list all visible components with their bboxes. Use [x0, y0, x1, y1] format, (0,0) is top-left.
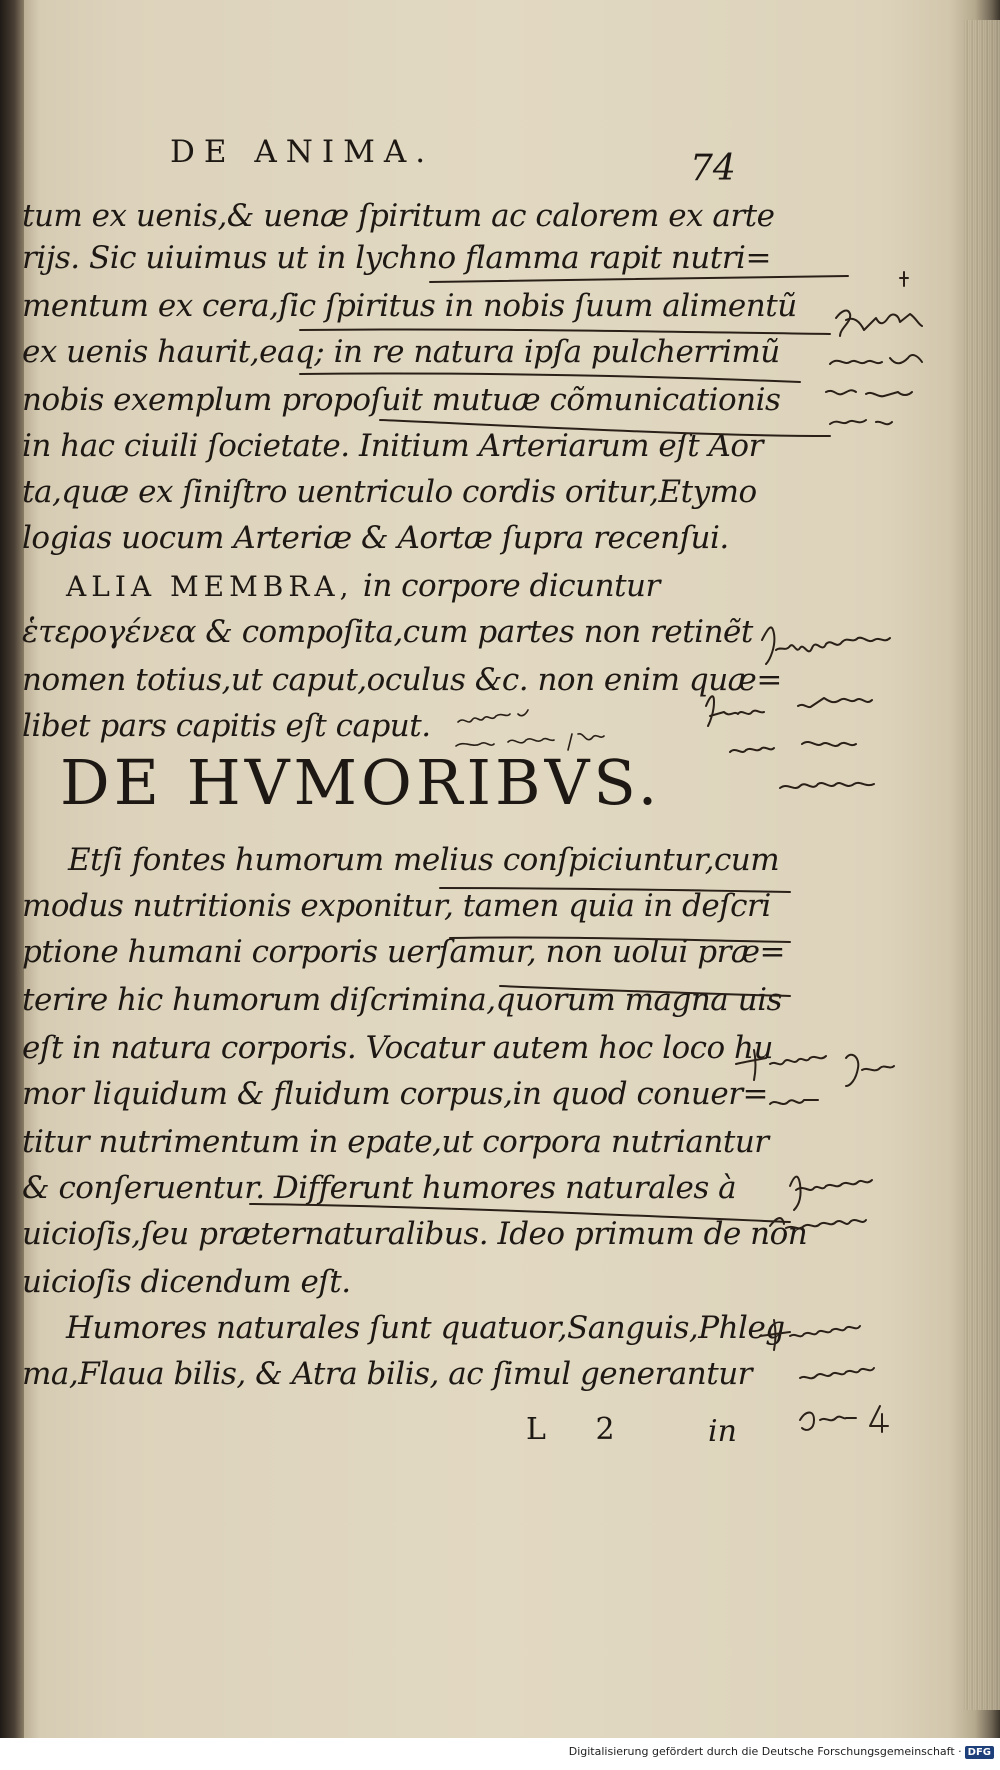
text-line: nobis exemplum propoſuit mutuæ cõmunicationis [22, 382, 781, 418]
text-line: Humores naturales ſunt quatuor,Sanguis,Phleg [66, 1310, 785, 1346]
text-line: rijs. Sic uiuimus ut in lychno flamma rapit nutri= [22, 240, 771, 276]
page-number: 74 [690, 148, 736, 189]
text-line: ἑτερογένεα & compoſita,cum partes non retinẽt [22, 614, 753, 650]
text-line: Etſi fontes humorum melius conſpiciuntur,cum [68, 842, 780, 878]
text-line: ex uenis haurit,eaq; in re natura ipſa pulcherrimũ [22, 334, 780, 370]
signature-mark: L 2 [526, 1412, 635, 1447]
text-line: terire hic humorum diſcrimina,quorum magna uis [22, 982, 782, 1018]
text-line: titur nutrimentum in epate,ut corpora nutriantur [22, 1124, 769, 1160]
text-line: nomen totius,ut caput,oculus &c. non enim quæ= [22, 662, 782, 698]
text-line: & conſeruentur. Differunt humores naturales à [22, 1170, 737, 1206]
section-heading: DE HVMORIBVS. [60, 746, 662, 819]
text-line: ma,Flaua bilis, & Atra bilis, ac ſimul generantur [22, 1356, 752, 1392]
credit-text: Digitalisierung gefördert durch die Deutsche Forschungsgemeinschaft · [568, 1745, 962, 1758]
text-line: uicioſis,ſeu præternaturalibus. Ideo primum de non [22, 1216, 808, 1252]
text-line: mentum ex cera,ſic ſpiritus in nobis ſuum alimentũ [22, 288, 797, 324]
text-line: ta,quæ ex ſiniſtro uentriculo cordis oritur,Etymo [22, 474, 757, 510]
text-line: in hac ciuili ſocietate. Initium Arteriarum eſt Aor [22, 428, 763, 464]
text-line: modus nutritionis exponitur, tamen quia in deſcri [22, 888, 771, 924]
text-line: mor liquidum & fluidum corpus,in quod conuer= [22, 1076, 769, 1112]
digitization-credit [569, 1745, 994, 1759]
text-line: libet pars capitis eſt caput. [22, 708, 431, 744]
text-line: logias uocum Arteriæ & Aortæ ſupra recenſui. [22, 520, 729, 556]
text-line: tum ex uenis,& uenæ ſpiritum ac calorem ex arte [22, 198, 775, 234]
catchword: in [708, 1414, 737, 1449]
text-line: ptione humani corporis uerſamur, non uolui præ= [22, 934, 786, 970]
small-caps-lead: ALIA MEMBRA, [66, 570, 354, 603]
text-line: uicioſis dicendum eſt. [22, 1264, 351, 1300]
running-head: DE ANIMA. [170, 134, 435, 170]
text-line: eſt in natura corporis. Vocatur autem hoc loco hu [22, 1030, 773, 1066]
paragraph-text: in corpore dicuntur [353, 568, 660, 604]
dfg-logo: DFG [965, 1746, 994, 1759]
